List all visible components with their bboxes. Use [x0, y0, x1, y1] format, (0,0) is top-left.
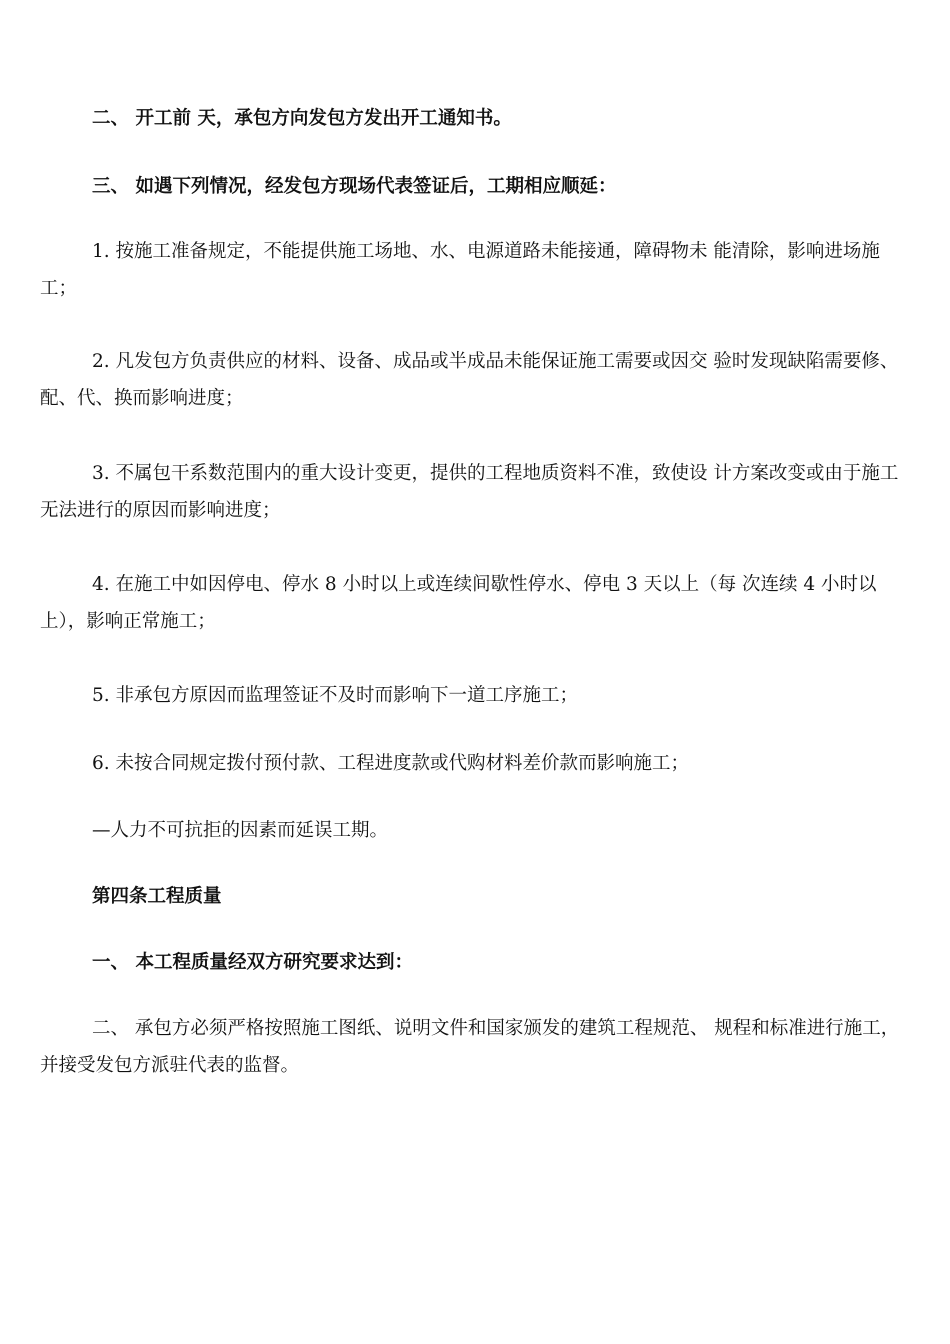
condition-item-1: 1. 按施工准备规定，不能提供施工场地、水、电源道路未能接通，障碍物未 能清除，影响进场施工；	[40, 241, 880, 299]
condition-item-force-majeure: —人力不可抗拒的因素而延误工期。	[92, 820, 389, 841]
article-4-heading: 第四条工程质量	[92, 886, 222, 907]
condition-item-6: 6. 未按合同规定拨付预付款、工程进度款或代购材料差价款而影响施工；	[92, 753, 690, 774]
condition-item-4: 4. 在施工中如因停电、停水 8 小时以上或连续间歇性停水、停电 3 天以上（每 次连续 4 小时以上），影响正常施工；	[40, 574, 877, 632]
quality-clause-1: 一、 本工程质量经双方研究要求达到：	[92, 952, 413, 973]
condition-item-5: 5. 非承包方原因而监理签证不及时而影响下一道工序施工；	[92, 685, 579, 706]
quality-clause-2: 二、 承包方必须严格按照施工图纸、说明文件和国家颁发的建筑工程规范、 规程和标准进行施工，并接受发包方派驻代表的监督。	[40, 1018, 900, 1076]
condition-item-2: 2. 凡发包方负责供应的材料、设备、成品或半成品未能保证施工需要或因交 验时发现缺陷需要修、配、代、换而影响进度；	[40, 351, 899, 409]
clause-3-extension-conditions: 三、 如遇下列情况，经发包方现场代表签证后，工期相应顺延：	[92, 176, 617, 197]
clause-2-start-notice: 二、 开工前 天，承包方向发包方发出开工通知书。	[92, 108, 512, 129]
condition-item-3: 3. 不属包干系数范围内的重大设计变更，提供的工程地质资料不准，致使设 计方案改变或由于施工无法进行的原因而影响进度；	[40, 463, 899, 521]
